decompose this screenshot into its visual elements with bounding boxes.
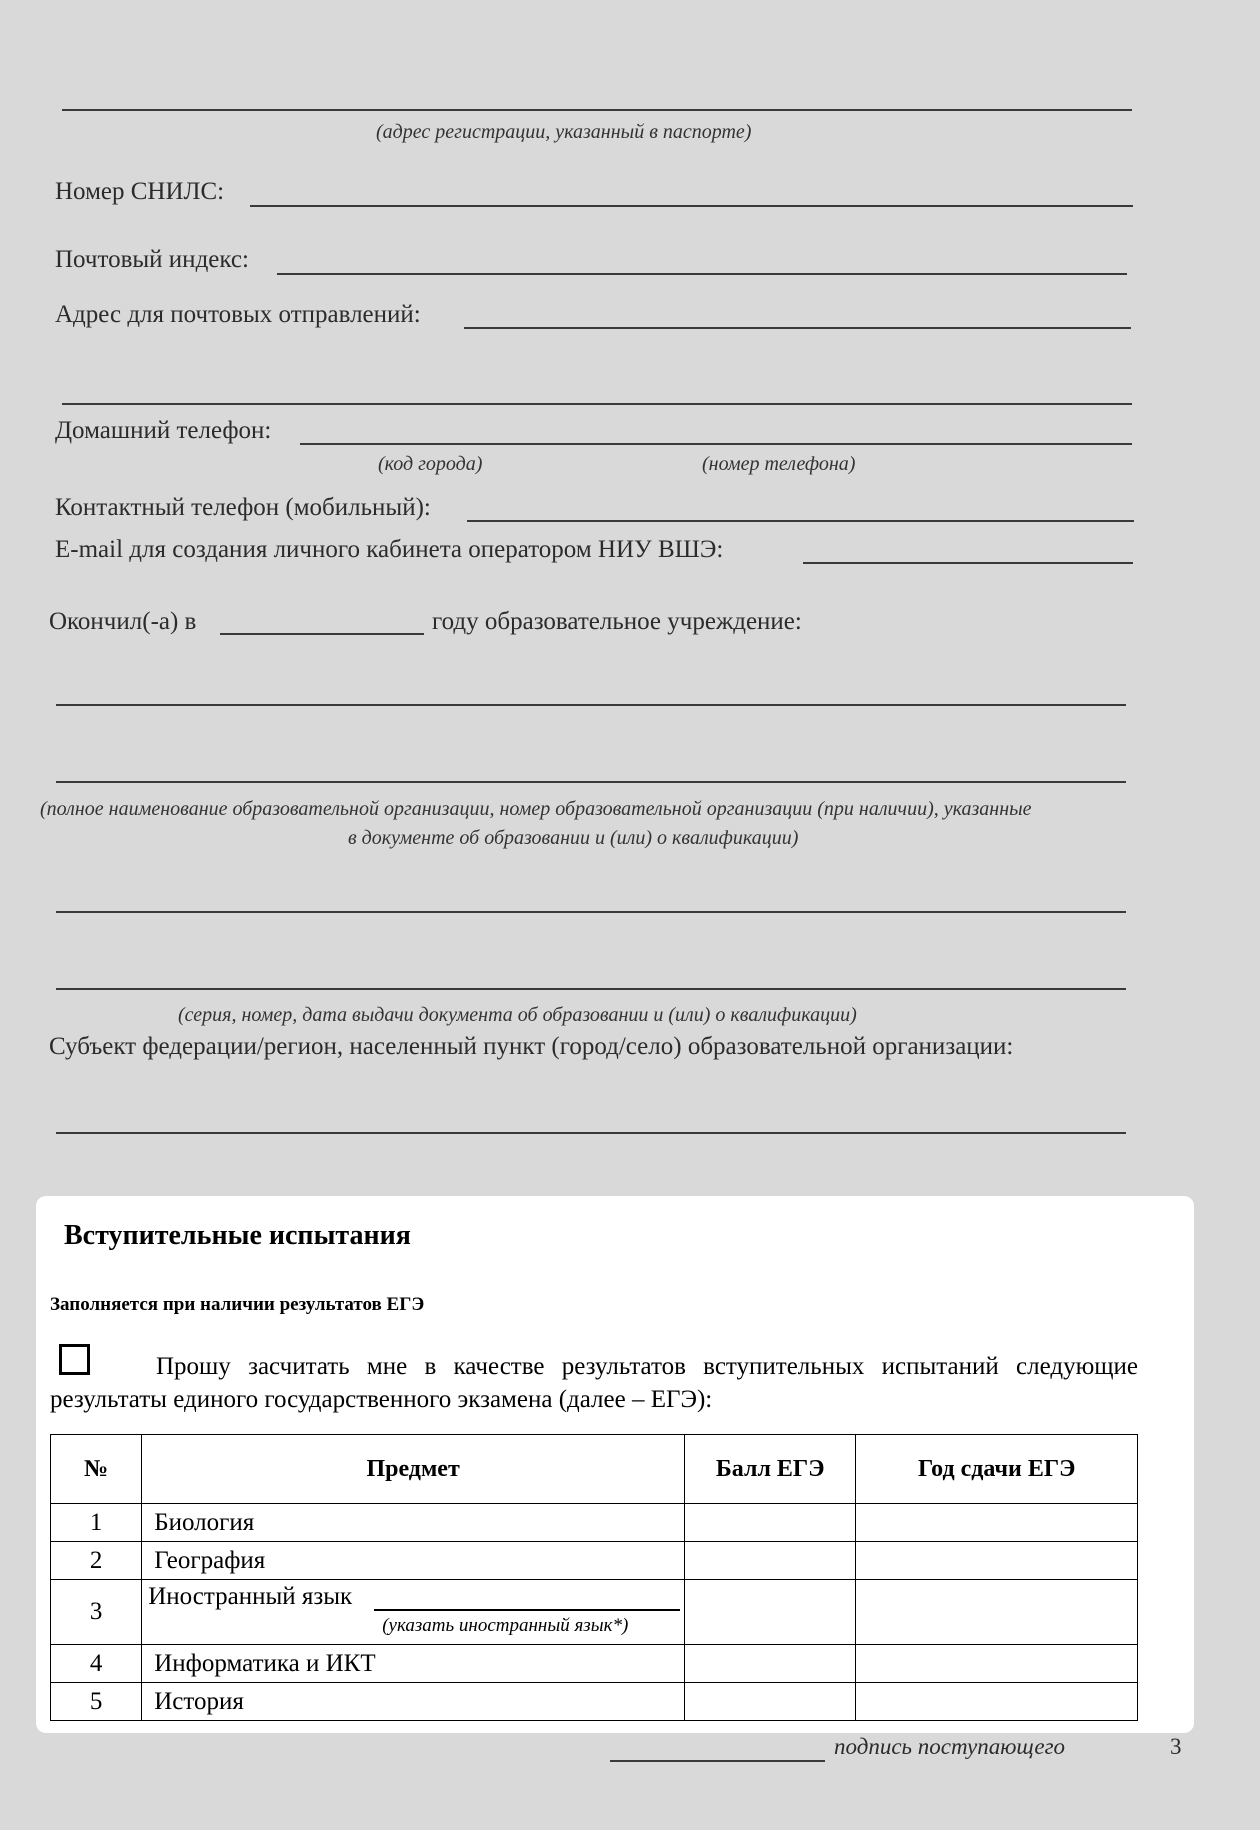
column-header-subject: Предмет [142, 1435, 685, 1504]
graduated-year-suffix: году образовательное учреждение: [432, 608, 802, 635]
postal-address-label: Адрес для почтовых отправлений: [55, 301, 421, 328]
row-subject: География [142, 1542, 685, 1580]
score-cell[interactable] [684, 1504, 855, 1542]
row-subject: История [142, 1683, 685, 1721]
section-subtitle: Заполняется при наличии результатов ЕГЭ [50, 1294, 425, 1315]
education-org-caption-line2: в документе об образовании и (или) о квалификации) [348, 827, 799, 849]
email-label: E-mail для создания личного кабинета оператором НИУ ВШЭ: [55, 536, 724, 563]
home-phone-label: Домашний телефон: [55, 417, 272, 444]
signature-field[interactable] [610, 1760, 825, 1762]
table-row [51, 1580, 1138, 1645]
year-cell[interactable] [856, 1683, 1138, 1721]
education-doc-caption: (серия, номер, дата выдачи документа об образовании и (или) о квалификации) [178, 1004, 857, 1026]
signature-caption: подпись поступающего [834, 1734, 1066, 1759]
region-label: Субъект федерации/регион, населенный пункт (город/село) образовательной организации: [49, 1033, 1014, 1060]
snils-field[interactable] [250, 205, 1133, 207]
year-cell[interactable] [856, 1580, 1138, 1645]
ege-results-table [50, 1434, 1138, 1721]
row-number: 3 [51, 1580, 142, 1645]
education-org-caption-line1: (полное наименование образовательной организации, номер образовательной организации (при наличии), указанные [40, 798, 1032, 820]
score-cell[interactable] [684, 1645, 855, 1683]
table-row [51, 1504, 1138, 1542]
region-field[interactable] [56, 1132, 1126, 1134]
row-subject: Иностранный язык [148, 1583, 353, 1610]
mobile-phone-label: Контактный телефон (мобильный): [55, 494, 431, 521]
graduated-year-prefix: Окончил(-а) в [49, 608, 197, 635]
year-cell[interactable] [856, 1504, 1138, 1542]
postal-index-label: Почтовый индекс: [55, 246, 249, 273]
postal-address-field-line2[interactable] [62, 403, 1132, 405]
home-phone-field[interactable] [300, 443, 1132, 445]
table-row [51, 1542, 1138, 1580]
page-number: 3 [1170, 1734, 1182, 1759]
score-cell[interactable] [684, 1683, 855, 1721]
column-header-year: Год сдачи ЕГЭ [856, 1435, 1138, 1504]
education-doc-field-line1[interactable] [56, 911, 1126, 913]
section-title: Вступительные испытания [64, 1220, 411, 1251]
column-header-number: № [51, 1435, 142, 1504]
column-header-score: Балл ЕГЭ [684, 1435, 855, 1504]
row-number: 5 [51, 1683, 142, 1721]
row-subject: Биология [142, 1504, 685, 1542]
registration-address-field[interactable] [62, 109, 1132, 111]
foreign-language-field[interactable] [374, 1609, 680, 1611]
postal-address-field[interactable] [464, 327, 1131, 329]
table-row [51, 1645, 1138, 1683]
foreign-language-caption: (указать иностранный язык*) [382, 1615, 629, 1636]
phone-number-caption: (номер телефона) [702, 453, 856, 475]
row-number: 4 [51, 1645, 142, 1683]
education-doc-field-line2[interactable] [56, 988, 1126, 990]
table-header-row [51, 1435, 1138, 1504]
row-number: 1 [51, 1504, 142, 1542]
postal-index-field[interactable] [277, 273, 1127, 275]
row-number: 2 [51, 1542, 142, 1580]
registration-address-caption: (адрес регистрации, указанный в паспорте) [376, 121, 752, 143]
graduation-year-field[interactable] [220, 633, 424, 635]
row-subject: Информатика и ИКТ [142, 1645, 685, 1683]
year-cell[interactable] [856, 1645, 1138, 1683]
score-cell[interactable] [684, 1580, 855, 1645]
education-org-field-line2[interactable] [56, 781, 1126, 783]
table-row [51, 1683, 1138, 1721]
education-org-field-line1[interactable] [56, 704, 1126, 706]
ege-request-text: Прошу засчитать мне в качестве результатов вступительных испытаний следующие результаты единого государственного экзамена (далее – ЕГЭ): [50, 1353, 1138, 1413]
mobile-phone-field[interactable] [467, 520, 1134, 522]
row-subject-foreign-language [142, 1580, 685, 1645]
year-cell[interactable] [856, 1542, 1138, 1580]
snils-label: Номер СНИЛС: [55, 178, 225, 205]
city-code-caption: (код города) [378, 453, 483, 475]
email-field[interactable] [803, 562, 1133, 564]
score-cell[interactable] [684, 1542, 855, 1580]
entrance-exams-section [36, 1196, 1194, 1733]
